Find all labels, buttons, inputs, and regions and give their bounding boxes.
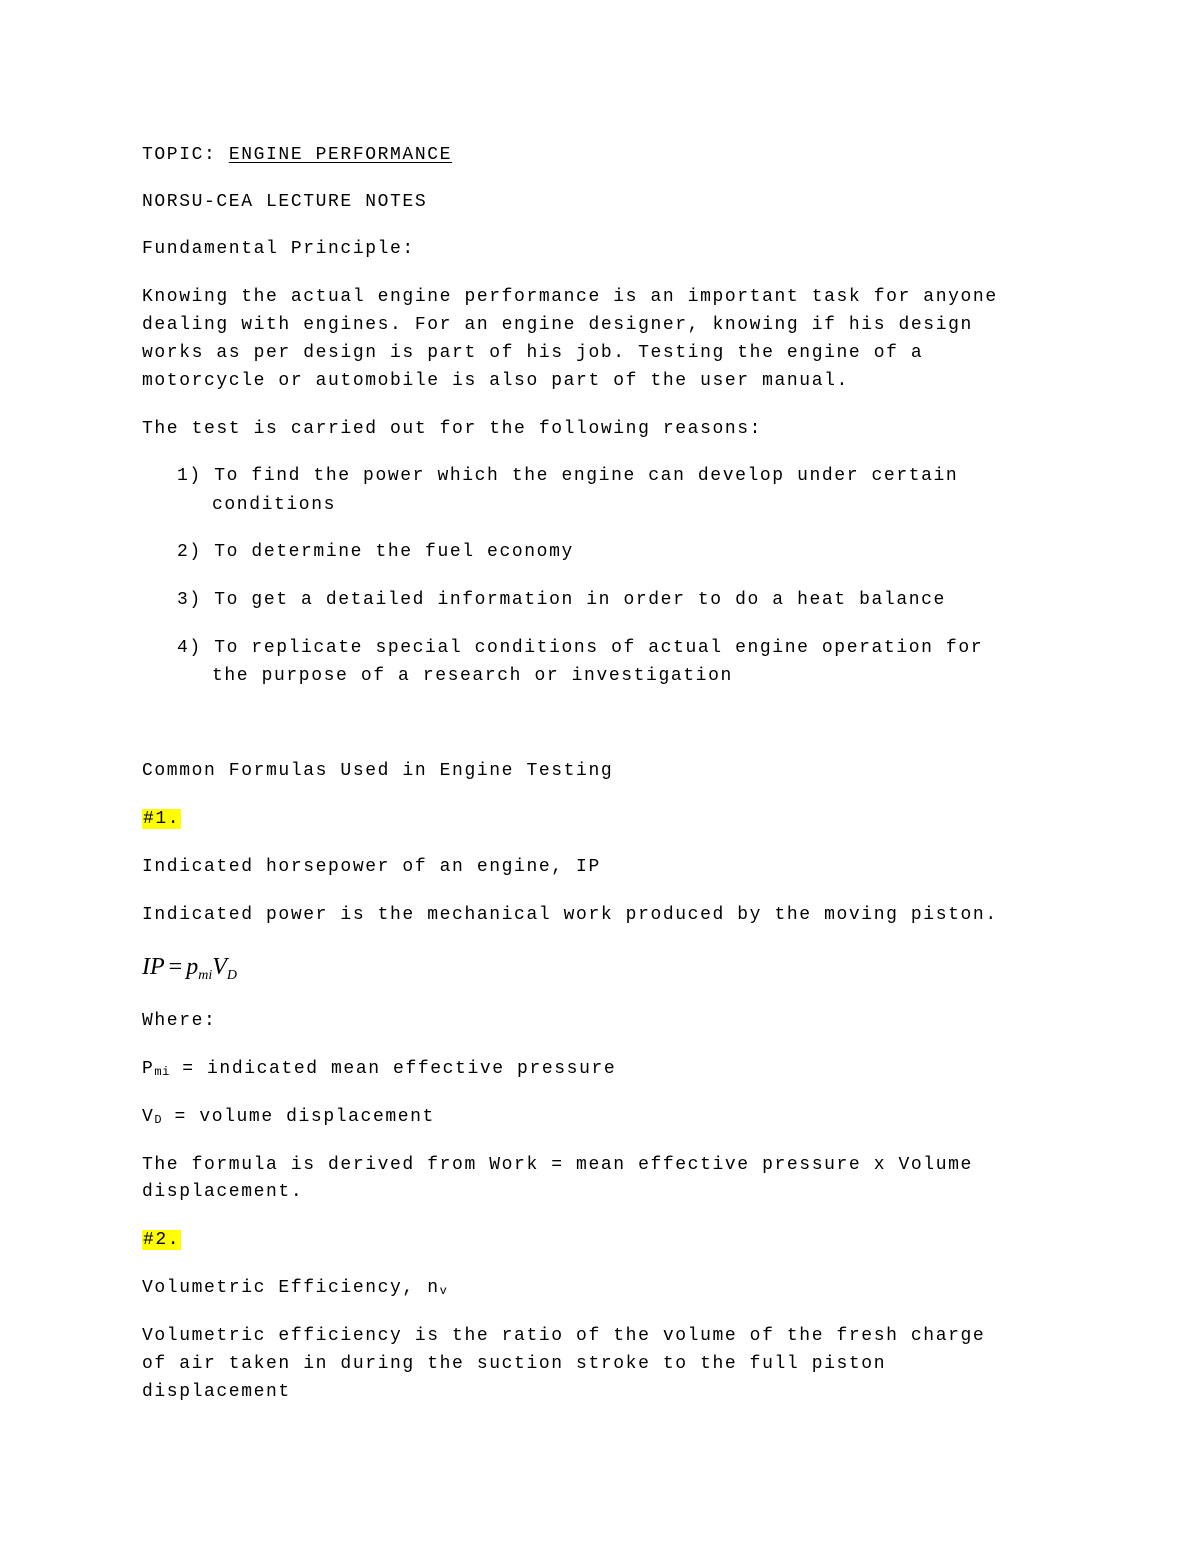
reason-number: 1) <box>177 466 202 486</box>
highlight-tag: #2. <box>143 1230 181 1250</box>
formula-2-description-line-1: Volumetric efficiency is the ratio of the volume of the fresh charge <box>142 1326 986 1346</box>
formula-2-title-subscript: v <box>439 1284 448 1298</box>
reason-item-1-continued: conditions <box>212 495 337 515</box>
reason-text: To find the power which the engine can develop under certain <box>214 466 959 486</box>
reason-item-4-continued: the purpose of a research or investigation <box>212 666 733 686</box>
formula-1-title: Indicated horsepower of an engine, IP <box>142 857 601 877</box>
definition-subscript: mi <box>154 1065 170 1079</box>
definition-vd <box>142 1103 435 1134</box>
formula-2-tag <box>142 1226 181 1254</box>
formulas-section-title: Common Formulas Used in Engine Testing <box>142 761 614 781</box>
definition-symbol: P <box>142 1059 155 1079</box>
principle-paragraph-line-3: works as per design is part of his job. Testing the engine of a <box>142 343 924 363</box>
equation-equals: = <box>168 954 183 980</box>
equation-p: p <box>186 954 199 980</box>
formula-1-tag <box>142 805 181 833</box>
reason-text: To determine the fuel economy <box>214 542 574 562</box>
reason-number: 2) <box>177 542 202 562</box>
formula-2-title <box>142 1274 447 1305</box>
reason-number: 3) <box>177 590 202 610</box>
definition-symbol: V <box>142 1107 155 1127</box>
derivation-line-2: displacement. <box>142 1182 304 1202</box>
definition-subscript: D <box>154 1113 163 1127</box>
formula-2-title-text: Volumetric Efficiency, n <box>142 1278 440 1298</box>
reason-number: 4) <box>177 638 202 658</box>
equation-p-subscript: mi <box>198 968 213 983</box>
reason-item-1 <box>177 462 958 490</box>
reason-item-2 <box>177 538 574 566</box>
reason-item-3 <box>177 586 946 614</box>
reason-item-4 <box>177 634 983 662</box>
principle-paragraph-line-2: dealing with engines. For an engine designer, knowing if his design <box>142 315 973 335</box>
derivation-line-1: The formula is derived from Work = mean effective pressure x Volume <box>142 1155 973 1175</box>
reason-text: To replicate special conditions of actual engine operation for <box>214 638 984 658</box>
topic-value: ENGINE PERFORMANCE <box>228 145 453 165</box>
principle-paragraph-line-4: motorcycle or automobile is also part of the user manual. <box>142 371 849 391</box>
definition-text: = indicated mean effective pressure <box>169 1059 617 1079</box>
ip-equation <box>142 950 237 993</box>
equation-lhs: IP <box>142 954 165 980</box>
formula-2-description-line-3: displacement <box>142 1382 291 1402</box>
definition-text: = volume displacement <box>162 1107 435 1127</box>
where-label: Where: <box>142 1011 217 1031</box>
principle-paragraph-line-1: Knowing the actual engine performance is an important task for anyone <box>142 287 998 307</box>
topic-label: TOPIC: <box>142 145 229 165</box>
notes-title: NORSU-CEA LECTURE NOTES <box>142 192 428 212</box>
equation-v-subscript: D <box>226 968 237 983</box>
formula-1-description: Indicated power is the mechanical work produced by the moving piston. <box>142 905 998 925</box>
principle-heading: Fundamental Principle: <box>142 239 415 259</box>
formula-2-description-line-2: of air taken in during the suction stroke to the full piston <box>142 1354 887 1374</box>
highlight-tag: #1. <box>143 809 181 829</box>
definition-pmi <box>142 1055 616 1086</box>
reason-text: To get a detailed information in order to do a heat balance <box>214 590 946 610</box>
equation-v: V <box>212 954 227 980</box>
reasons-intro: The test is carried out for the following reasons: <box>142 419 763 439</box>
topic-line <box>142 141 452 169</box>
